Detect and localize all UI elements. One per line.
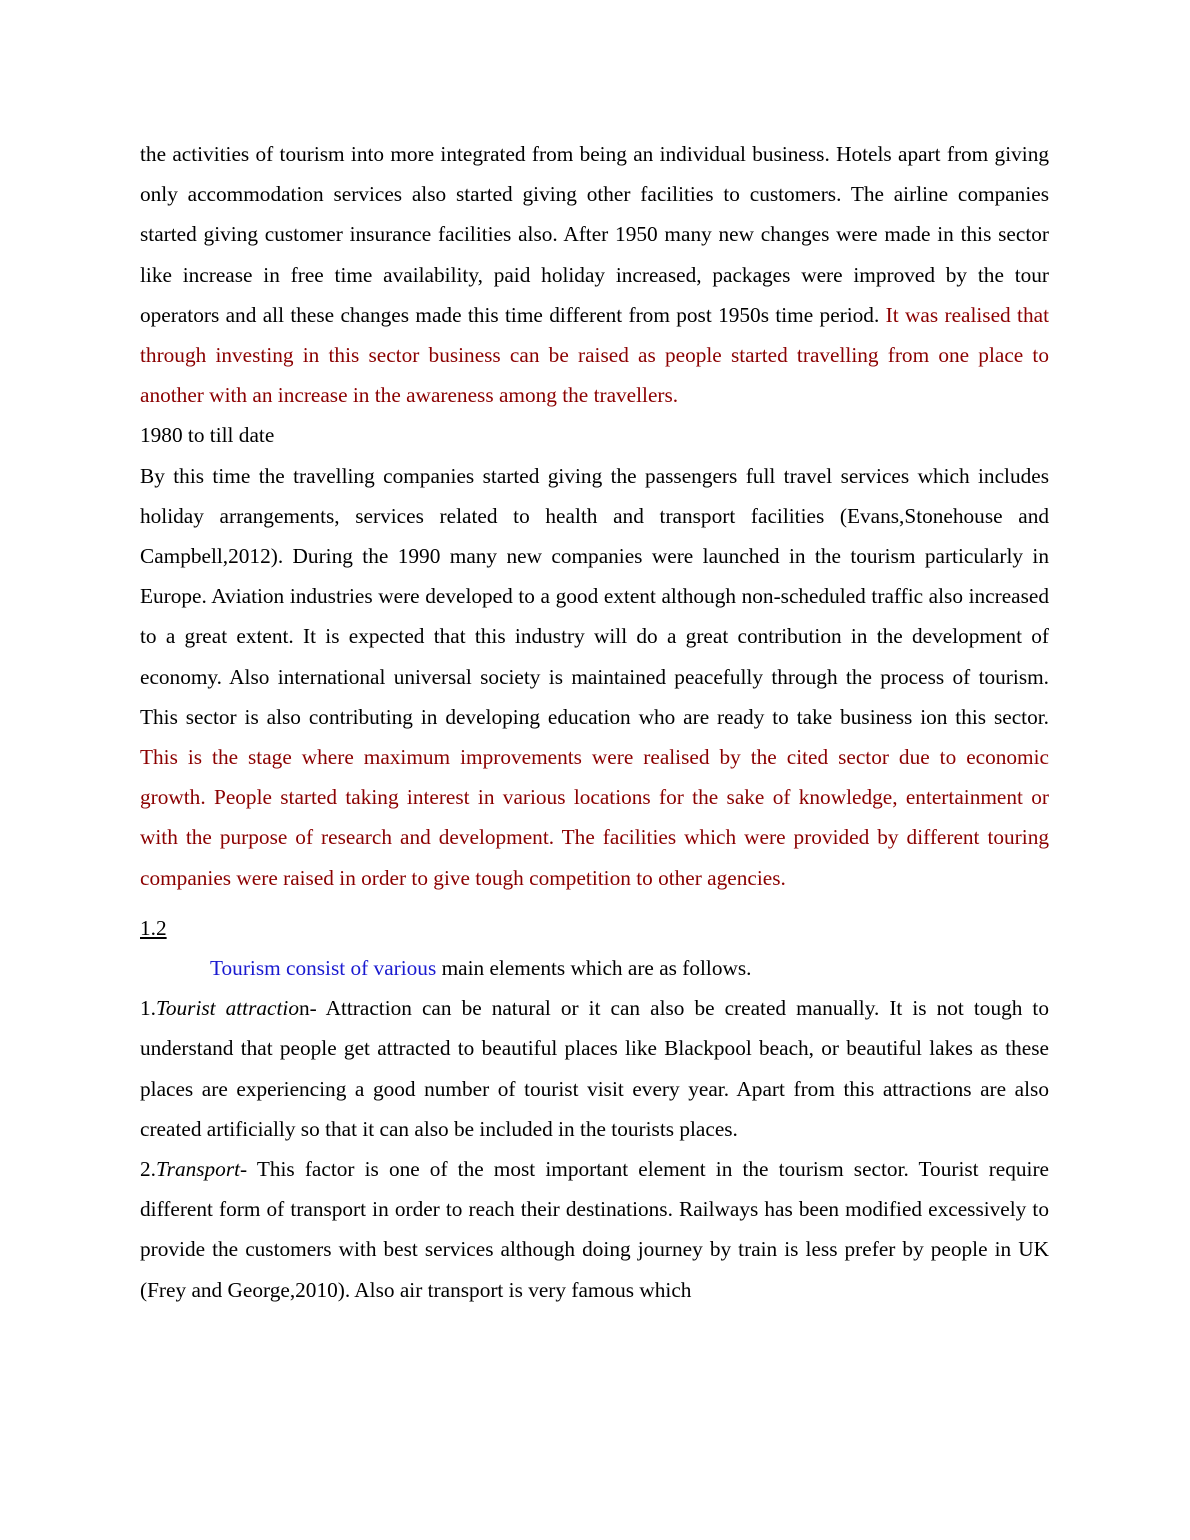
list-number: 2. xyxy=(140,1157,156,1182)
highlighted-text: This is the stage where maximum improvements were realised by the cited sector due to economic growth. People started taking interest in various locations for the sake of knowledge, entertainment or with the purpose of research and development. The facilities which were provided by different touring companies were raised in order to give tough competition to other agencies. xyxy=(140,745,1049,890)
intro-text: main elements which are as follows. xyxy=(436,956,752,981)
highlighted-text: It was realised that through investing in this sector business can be raised as people started travelling from one place to another with an increase in the awareness among the travellers. xyxy=(140,302,1049,408)
paragraph-post-1950 xyxy=(140,134,1049,415)
list-item-transport xyxy=(140,1149,1049,1310)
list-term: Tourist attractio xyxy=(155,996,299,1021)
paragraph-text: By this time the travelling companies started giving the passengers full travel services which includes holiday arrangements, services related to health and transport facilities (Evans,Stonehouse and Campbell,2012). During the 1990 many new companies were launched in the tourism particularly in Europe. Aviation industries were developed to a good extent although non-scheduled traffic also increased to a great extent. It is expected that this industry will do a great contribution in the development of economy. Also international universal society is maintained peacefully through the process of tourism. This sector is also contributing in developing education who are ready to take business ion this sector. xyxy=(140,463,1049,729)
paragraph-1980 xyxy=(140,456,1049,898)
list-item-tourist-attraction xyxy=(140,988,1049,1149)
paragraph-text: the activities of tourism into more integrated from being an individual business. Hotels apart from giving only accommodation services also started giving other facilities to customers. The airline companies started giving customer insurance facilities also. After 1950 many new changes were made in this sector like increase in free time availability, paid holiday increased, packages were improved by the tour operators and all these changes made this time different from post 1950s time period. xyxy=(140,142,1049,327)
section-number: 1.2 xyxy=(140,915,167,940)
intro-paragraph xyxy=(140,948,1049,988)
list-term: Transport- xyxy=(155,1157,248,1182)
heading-1980: 1980 to till date xyxy=(140,423,275,448)
highlighted-blue-text: Tourism consist of various xyxy=(210,956,437,981)
list-description: n- Attraction can be natural or it can also be created manually. It is not tough to understand that people get attracted to beautiful places like Blackpool beach, or beautiful lakes as these places are experiencing a good number of tourist visit every year. Apart from this attractions are also created artificially so that it can also be included in the tourists places. xyxy=(140,996,1049,1141)
list-number: 1. xyxy=(140,996,156,1021)
document-page xyxy=(140,134,1049,1310)
list-description: This factor is one of the most important element in the tourism sector. Tourist require different form of transport in order to reach their destinations. Railways has been modified excessively to provide the customers with best services although doing journey by train is less prefer by people in UK (Frey and George,2010). Also air transport is very famous which xyxy=(140,1157,1049,1302)
